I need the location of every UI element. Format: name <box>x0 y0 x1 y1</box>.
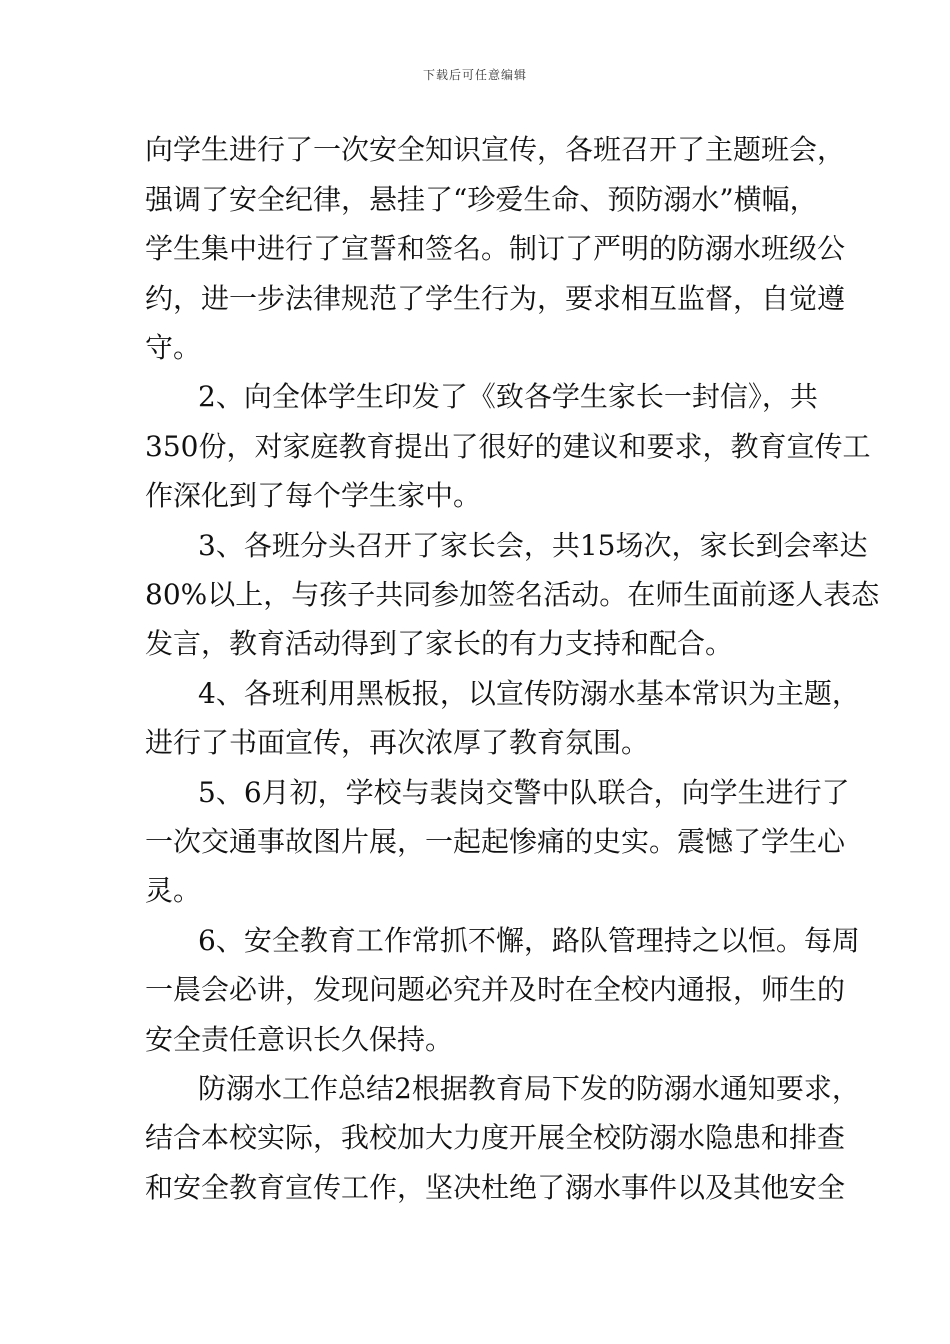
text-line: 4、各班利用黑板报，以宣传防溺水基本常识为主题， <box>198 677 860 710</box>
text-line: 进行了书面宣传，再次浓厚了教育氛围。 <box>145 726 650 759</box>
text-line: 约，进一步法律规范了学生行为，要求相互监督，自觉遵 <box>145 282 846 315</box>
text-line: 3、各班分头召开了家长会，共15场次，家长到会率达 <box>198 529 868 562</box>
text-line: 灵。 <box>145 874 202 907</box>
text-line: 80%以上，与孩子共同参加签名活动。在师生面前逐人表态 <box>145 578 880 611</box>
text-line: 强调了安全纪律，悬挂了“珍爱生命、预防溺水”横幅， <box>145 183 818 216</box>
text-line: 一晨会必讲，发现问题必究并及时在全校内通报，师生的 <box>145 973 846 1006</box>
text-line: 结合本校实际，我校加大力度开展全校防溺水隐患和排查 <box>145 1121 846 1154</box>
text-line: 350份，对家庭教育提出了很好的建议和要求，教育宣传工 <box>145 430 871 463</box>
text-line: 发言，教育活动得到了家长的有力支持和配合。 <box>145 627 734 660</box>
text-line: 安全责任意识长久保持。 <box>145 1023 454 1056</box>
text-line: 防溺水工作总结2根据教育局下发的防溺水通知要求， <box>198 1072 860 1105</box>
text-line: 守。 <box>145 331 202 364</box>
text-line: 向学生进行了一次安全知识宣传，各班召开了主题班会， <box>145 133 846 166</box>
page-header: 下载后可任意编辑 <box>422 68 527 82</box>
text-line: 作深化到了每个学生家中。 <box>145 479 482 512</box>
text-line: 和安全教育宣传工作，坚决杜绝了溺水事件以及其他安全 <box>145 1171 846 1204</box>
text-line: 2、向全体学生印发了《致各学生家长一封信》，共 <box>198 380 818 413</box>
text-line: 5、6月初，学校与裴岗交警中队联合，向学生进行了 <box>198 776 850 809</box>
text-line: 学生集中进行了宣誓和签名。制订了严明的防溺水班级公 <box>145 232 846 265</box>
text-line: 一次交通事故图片展，一起起惨痛的史实。震憾了学生心 <box>145 825 846 858</box>
text-line: 6、安全教育工作常抓不懈，路队管理持之以恒。每周 <box>198 924 860 957</box>
